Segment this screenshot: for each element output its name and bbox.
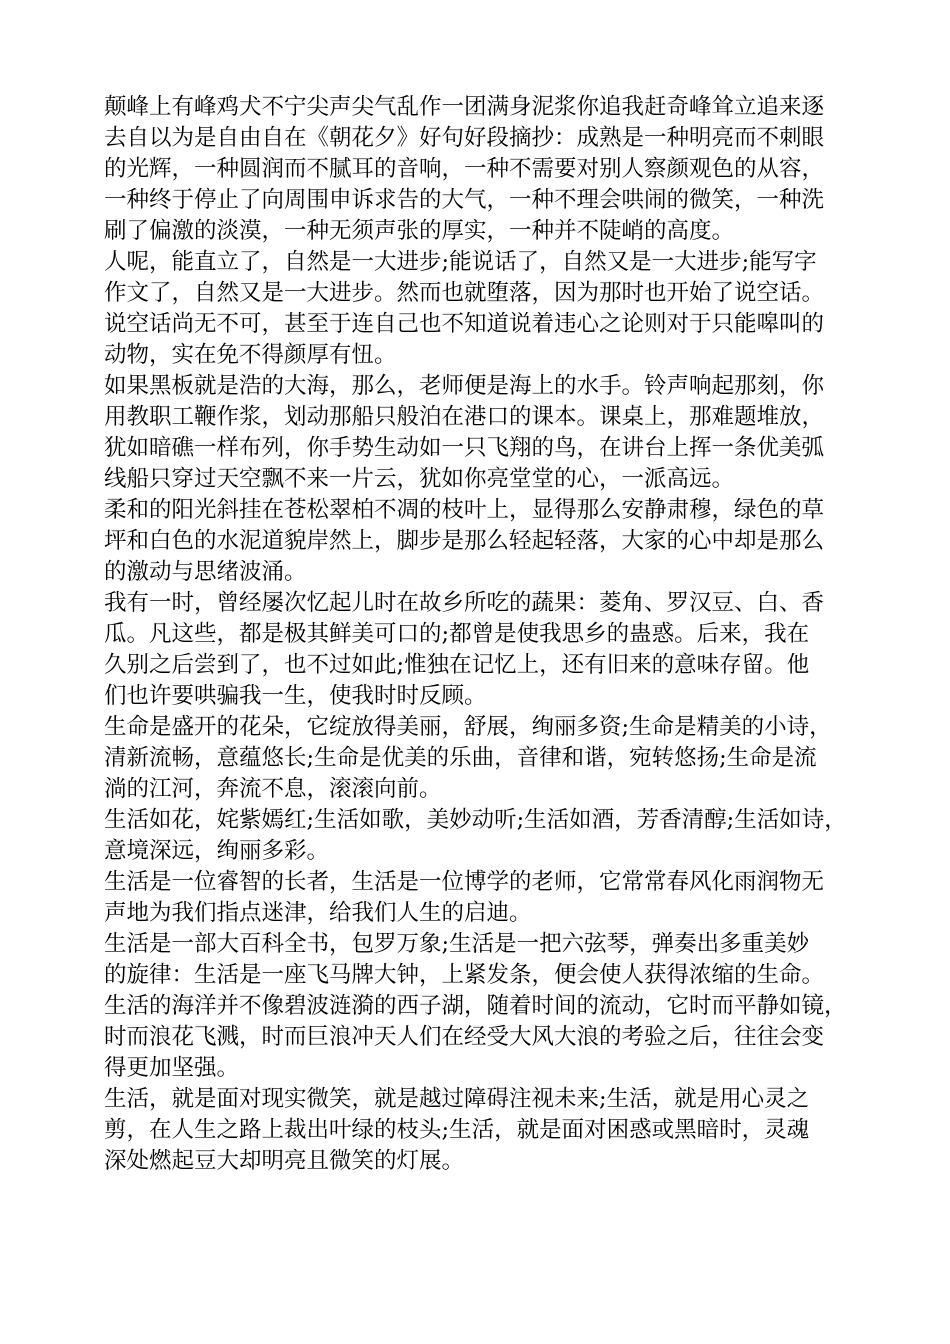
text-line: 犹如暗礁一样布列，你手势生动如一只飞翔的鸟，在讲台上挥一条优美弧 xyxy=(104,435,825,461)
text-line: 瓜。凡这些，都是极其鲜美可口的;都曾是使我思乡的蛊惑。后来，我在 xyxy=(104,621,810,647)
text-line: 们也许要哄骗我一生，使我时时反顾。 xyxy=(104,683,487,709)
text-line: 生活如花，姹紫嫣红;生活如歌，美妙动听;生活如酒，芳香清醇;生活如诗， xyxy=(104,807,847,833)
text-line: 清新流畅，意蕴悠长;生命是优美的乐曲，音律和谐，宛转悠扬;生命是流 xyxy=(104,745,817,771)
text-line: 声地为我们指点迷津，给我们人生的启迪。 xyxy=(104,900,532,926)
text-line: 如果黑板就是浩的大海，那么，老师便是海上的水手。铃声响起那刻，你 xyxy=(104,373,825,399)
text-line: 说空话尚无不可，甚至于连自己也不知道说着违心之论则对于只能嗥叫的 xyxy=(104,311,825,337)
text-line: 生活，就是面对现实微笑，就是越过障碍注视未来;生活，就是用心灵之 xyxy=(104,1086,810,1112)
text-line: 淌的江河，奔流不息，滚滚向前。 xyxy=(104,776,442,802)
text-line: 坪和白色的水泥道貌岸然上，脚步是那么轻起轻落，大家的心中却是那么 xyxy=(104,528,825,554)
text-line: 一种终于停止了向周围申诉求告的大气，一种不理会哄闹的微笑，一种洗 xyxy=(104,187,825,213)
text-line: 颠峰上有峰鸡犬不宁尖声尖气乱作一团满身泥浆你追我赶奇峰耸立追来逐 xyxy=(104,94,825,120)
text-line: 人呢，能直立了，自然是一大进步;能说话了，自然又是一大进步;能写字 xyxy=(104,249,817,275)
text-line: 剪，在人生之路上裁出叶绿的枝头;生活，就是面对困惑或黑暗时，灵魂 xyxy=(104,1117,810,1143)
text-line: 的旋律：生活是一座飞马牌大钟，上紧发条，便会使人获得浓缩的生命。 xyxy=(104,962,825,988)
text-line: 作文了，自然又是一大进步。然而也就堕落，因为那时也开始了说空话。 xyxy=(104,280,825,306)
text-line: 生活是一部大百科全书，包罗万象;生活是一把六弦琴，弹奏出多重美妙 xyxy=(104,931,810,957)
text-line: 生活是一位睿智的长者，生活是一位博学的老师，它常常春风化雨润物无 xyxy=(104,869,825,895)
text-line: 线船只穿过天空飘不来一片云，犹如你亮堂堂的心，一派高远。 xyxy=(104,466,735,492)
text-line: 得更加坚强。 xyxy=(104,1055,240,1081)
text-line: 生命是盛开的花朵，它绽放得美丽，舒展，绚丽多资;生命是精美的小诗， xyxy=(104,714,832,740)
text-line: 动物，实在免不得颜厚有忸。 xyxy=(104,342,397,368)
text-line: 的激动与思绪波涌。 xyxy=(104,559,307,585)
text-line: 深处燃起豆大却明亮且微笑的灯展。 xyxy=(104,1148,465,1174)
text-line: 意境深远，绚丽多彩。 xyxy=(104,838,330,864)
text-line: 柔和的阳光斜挂在苍松翠柏不凋的枝叶上，显得那么安静肃穆，绿色的草 xyxy=(104,497,825,523)
document-body xyxy=(104,92,874,1177)
text-line: 用教职工鞭作浆，划动那船只般泊在港口的课本。课桌上，那难题堆放， xyxy=(104,404,825,430)
text-line: 刷了偏激的淡漠，一种无须声张的厚实，一种并不陡峭的高度。 xyxy=(104,218,735,244)
text-line: 时而浪花飞溅，时而巨浪冲天人们在经受大风大浪的考验之后，往往会变 xyxy=(104,1024,825,1050)
text-line: 生活的海洋并不像碧波涟漪的西子湖，随着时间的流动，它时而平静如镜， xyxy=(104,993,847,1019)
text-line: 去自以为是自由自在《朝花夕》好句好段摘抄：成熟是一种明亮而不刺眼 xyxy=(104,125,825,151)
text-line: 的光辉，一种圆润而不腻耳的音响，一种不需要对别人察颜观色的从容， xyxy=(104,156,825,182)
text-line: 久别之后尝到了，也不过如此;惟独在记忆上，还有旧来的意味存留。他 xyxy=(104,652,810,678)
text-line: 我有一时，曾经屡次忆起儿时在故乡所吃的蔬果：菱角、罗汉豆、白、香 xyxy=(104,590,825,616)
